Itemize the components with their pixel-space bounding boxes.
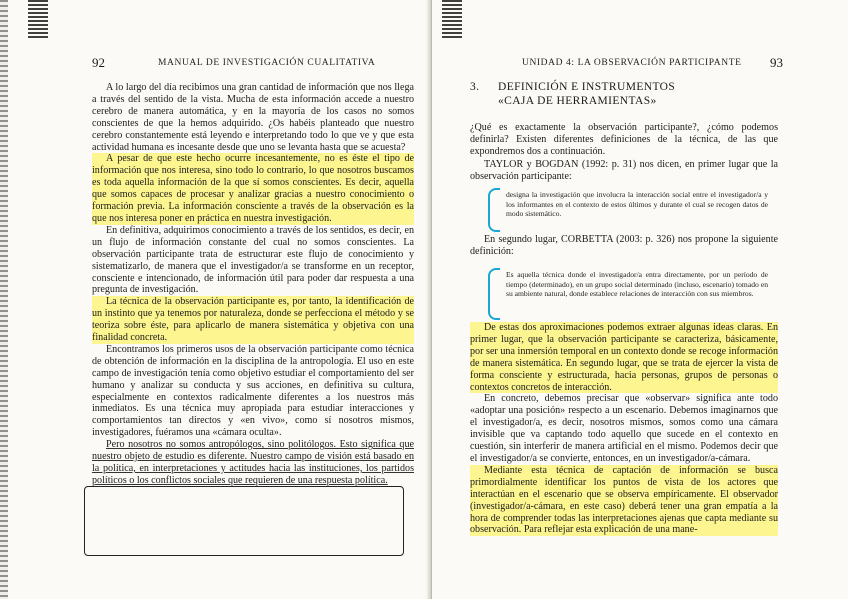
paragraph: En concreto, debemos precisar que «observar» significa ante todo «adoptar una posición» respecto a un escenario. Debemos imaginarnos que el investigador/a, es decir, nosotros mismos, somos como una cámara invisible que va captando todo aquello que sucede en el contexto en cuestión, sin interferir de manera artificial en el mismo. Podemos decir que el investigador/a se convierte, entonces, en un investigador/a-cámara. — [470, 393, 778, 464]
paragraph: A lo largo del día recibimos una gran cantidad de información que nos llega a través del sentido de la vista. Mucha de esta información accede a nuestro cerebro de manera automática, y en la mayoría de los casos no somos conscientes de que la hemos adquirido. ¿Os habéis planteado que nuestro cerebro constantemente está leyendo e interpretando todo lo que ve y que esta actividad humana es incesante desde que uno se levanta hasta que se acuesta? — [92, 82, 414, 153]
hand-drawn-box — [84, 486, 404, 556]
paragraph: En definitiva, adquirimos conocimiento a través de los sentidos, es decir, en un flujo de información constante del cual no somos conscientes. La observación participante trata de estructurar este flujo de conocimiento y sistematizarlo, de manera que el investigador/a se transforme en un receptor, consciente e intencionado, de información útil para poder dar respuesta a una pregunta de investigación. — [92, 224, 414, 296]
authors-paragraph: En segundo lugar, CORBETTA (2003: p. 326) nos propone la siguiente definición: — [470, 234, 778, 257]
running-head: MANUAL DE INVESTIGACIÓN CUALITATIVA — [158, 58, 376, 68]
paragraph: Encontramos los primeros usos de la observación participante como técnica de obtención de información en la disciplina de la antropología. El uso en este campo de investigación tenía como objetivo estudiar el comportamiento del ser humano y analizar su conducta y sus acciones, en definitiva su cultura, especialmente en contextos radicalmente diferentes a los nuestros más inmediatos. Es una técnica muy apropiada para estudiar interacciones y comportamientos tan directos y «en vivo», como sí nosotros mismos, investigadores, fuéramos una «cámara oculta». — [92, 343, 414, 439]
page-number: 93 — [770, 55, 783, 70]
scan-edge — [0, 0, 8, 599]
right-body — [470, 322, 778, 536]
section-number: 3. — [470, 81, 480, 93]
section-title: DEFINICIÓN E INSTRUMENTOS — [498, 81, 676, 93]
left-body — [92, 82, 414, 487]
paragraph-highlighted: Mediante esta técnica de captación de información se busca primordialmente identificar los puntos de vista de los actores que interactúan en el escenario que se observa empíricamente. El observador (investigador/a-cámara, en este caso) deberá tener una gran empatía a la hora de comprender todas las interpretaciones ajenas que capta mediante su observación. Para reflejar esta explicación de una mane- — [470, 464, 778, 536]
paragraph-underlined: Pero nosotros no somos antropólogos, sino politólogos. Esto significa que nuestro objeto de estudio es diferente. Nuestro campo de visión está basado en la política, en interpretaciones y actitudes hacia las instituciones, los partidos políticos o los conflictos sociales que requieren de una respuesta política. — [92, 439, 414, 486]
intro-paragraph: ¿Qué es exactamente la observación participante?, ¿cómo podemos definirla? Existen diferentes definiciones de la técnica, de las que expondremos dos a continuación. — [470, 122, 778, 157]
ink-bracket — [488, 188, 500, 232]
authors-paragraph: TAYLOR y BOGDAN (1992: p. 31) nos dicen, en primer lugar que la observación participante: — [470, 158, 778, 182]
paragraph-highlighted: La técnica de la observación participante es, por tanto, la identificación de un instinto que ya tenemos por naturaleza, donde se perfecciona el método y se teoriza sobre éste, para aplicarlo de manera sistemática y objetiva con una finalidad concreta. — [92, 296, 414, 344]
block-quote: Es aquella técnica donde el investigador/a entra directamente, por un período de tiempo (determinado), en un grupo social determinado (incluso, escenario) tomado en su ambiente natural, donde establece relaciones de interacción con sus miembros. — [506, 270, 768, 299]
block-quote: designa la investigación que involucra la interacción social entre el investigador/a y los informantes en el contexto de estos últimos y durante el cual se recogen datos de modo sistemático. — [506, 190, 768, 219]
section-subtitle: «CAJA DE HERRAMIENTAS» — [498, 95, 657, 107]
right-second-definition — [470, 234, 778, 258]
section-heading — [470, 80, 675, 108]
scan-artifact — [28, 0, 48, 40]
paragraph-highlighted: A pesar de que este hecho ocurre incesantemente, no es éste el tipo de información que nos interesa, sino todo lo contrario, lo que nosotros buscamos es toda aquella información de la que sí somos conscientes. Es decir, aquella que somos capaces de procesar y analizar gracias a nuestro conocimiento o formación previa. La información consciente a través de la observación es la que nos interesa poner en práctica en nuestra investigación. — [92, 153, 414, 224]
ink-bracket — [488, 268, 500, 320]
right-intro — [470, 122, 778, 183]
scan-artifact — [442, 0, 462, 40]
running-head: UNIDAD 4: LA OBSERVACIÓN PARTICIPANTE — [522, 58, 742, 68]
page-number: 92 — [92, 55, 105, 70]
paragraph-highlighted: De estas dos aproximaciones podemos extraer algunas ideas claras. En primer lugar, que la observación participante se caracteriza, básicamente, por ser una inmersión temporal en un contexto donde se recoge información de manera sistemática. En segundo lugar, que se trata de ejercer la vista de forma consciente y estructurada, hacia personas, grupos de personas o contextos concretos de interacción. — [470, 322, 778, 393]
